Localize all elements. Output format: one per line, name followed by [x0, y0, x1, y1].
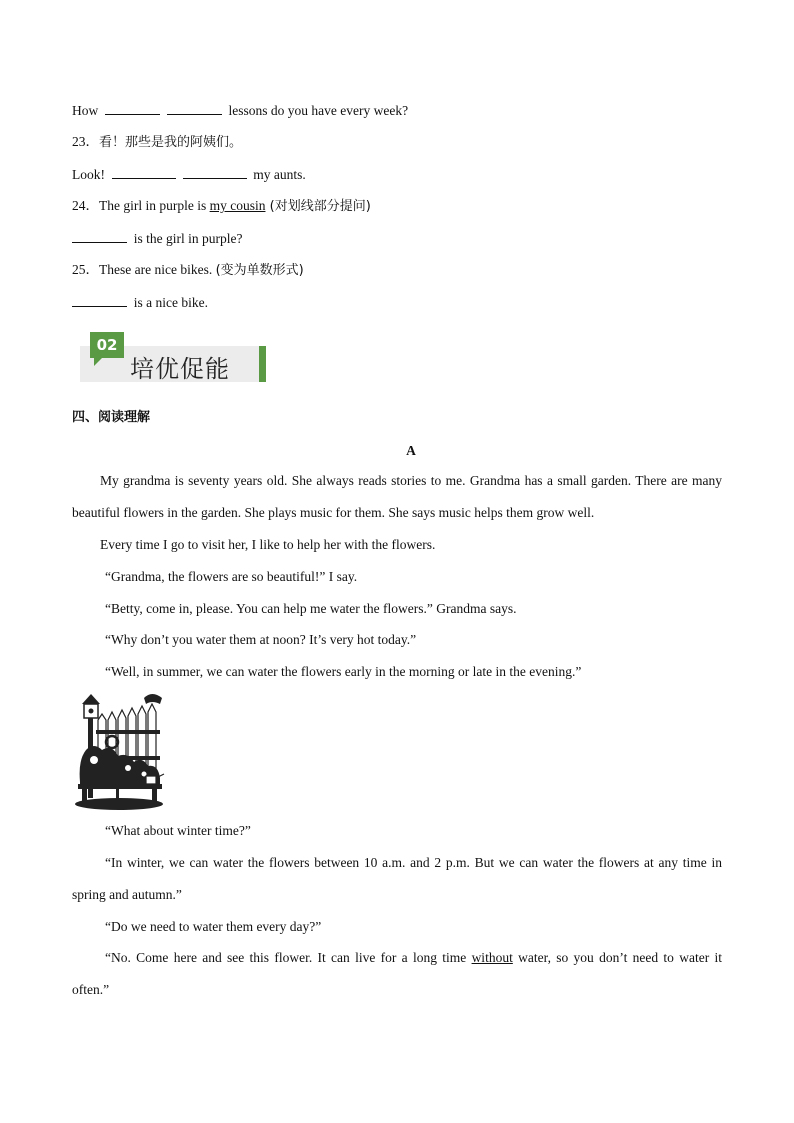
q24-instruction: (对划线部分提问)	[265, 199, 371, 214]
dialogue-3: “Why don’t you water them at noon? It’s very hot today.”	[105, 632, 417, 647]
passage-p1-line2: beautiful flowers in the garden. She plays music for them. She says music helps them grow well.	[72, 505, 595, 520]
dialogue-4: “Well, in summer, we can water the flowers early in the morning or late in the evening.”	[105, 664, 582, 679]
dialogue-2: “Betty, come in, please. You can help me water the flowers.” Grandma says.	[105, 601, 517, 616]
banner-badge: 02	[90, 332, 124, 358]
garden-illustration	[72, 690, 166, 812]
q24-underlined: my cousin	[209, 198, 266, 213]
passage-label: A	[406, 443, 416, 458]
q23-answer-line	[72, 166, 306, 183]
q22-answer-line	[72, 102, 408, 119]
q24-text: The girl in purple is	[99, 198, 210, 213]
q23-prompt-line	[72, 134, 242, 151]
q22-prefix: How	[72, 103, 99, 118]
q25-blank[interactable]	[72, 294, 127, 307]
q24-prompt-line	[72, 198, 371, 215]
dialogue-8-line1	[105, 950, 722, 966]
q22-blank-1[interactable]	[105, 102, 160, 115]
q24-number: 24．	[72, 198, 99, 213]
q23-blank-1[interactable]	[112, 166, 176, 179]
banner-title: 培优促能	[130, 355, 230, 383]
q25-instruction: (变为单数形式)	[215, 263, 304, 278]
banner-badge-tail	[94, 358, 102, 366]
dialogue-8-before: “No. Come here and see this flower. It can live for a long time	[105, 950, 472, 965]
dialogue-8-line2: often.”	[72, 982, 110, 997]
dialogue-7: “Do we need to water them every day?”	[105, 919, 322, 934]
banner-accent-bar	[259, 346, 266, 382]
q23-answer-prefix: Look!	[72, 167, 105, 182]
q23-prompt: 看！那些是我的阿姨们。	[99, 135, 243, 150]
section-banner	[80, 332, 266, 384]
dialogue-8-after: water, so you don’t need to water it	[512, 950, 722, 965]
dialogue-6-line1: “In winter, we can water the flowers between 10 a.m. and 2 p.m. But we can water the flowers at any time in	[105, 855, 722, 870]
q25-answer-line	[72, 294, 208, 311]
dialogue-8-underlined: without	[471, 950, 513, 965]
q24-answer-suffix: is the girl in purple?	[133, 231, 243, 246]
dialogue-5: “What about winter time?”	[105, 823, 251, 838]
q23-number: 23．	[72, 134, 99, 149]
q23-answer-suffix: my aunts.	[253, 167, 306, 182]
q24-answer-line	[72, 230, 242, 247]
passage-p2: Every time I go to visit her, I like to help her with the flowers.	[100, 537, 436, 552]
q22-suffix: lessons do you have every week?	[228, 103, 409, 118]
passage-p1-line1: My grandma is seventy years old. She always reads stories to me. Grandma has a small garden. There are many	[100, 473, 722, 488]
q24-blank[interactable]	[72, 230, 127, 243]
q25-number: 25．	[72, 262, 99, 277]
dialogue-6-line2: spring and autumn.”	[72, 887, 182, 902]
dialogue-1: “Grandma, the flowers are so beautiful!” I say.	[105, 569, 358, 584]
q25-text: These are nice bikes.	[99, 262, 216, 277]
section-heading: 四、阅读理解	[72, 410, 151, 425]
q25-answer-suffix: is a nice bike.	[133, 295, 208, 310]
q22-blank-2[interactable]	[167, 102, 222, 115]
q23-blank-2[interactable]	[183, 166, 247, 179]
q25-prompt-line	[72, 262, 304, 279]
